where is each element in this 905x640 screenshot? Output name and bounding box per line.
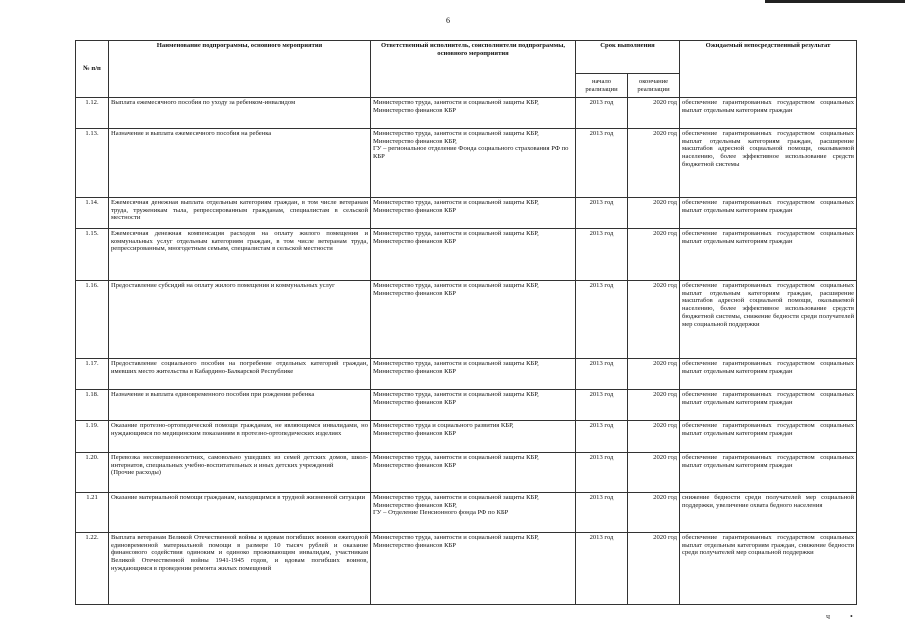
row-start-year: 2013 год: [576, 390, 628, 421]
row-executor: Министерство труда, занятости и социальной защиты КБР, Министерство финансов КБР: [371, 98, 576, 129]
row-name: Оказание материальной помощи гражданам, находящимся в трудной жизненной ситуации: [109, 493, 371, 533]
table-row: [76, 533, 857, 605]
row-result: обеспечение гарантированных государством социальных выплат отдельным категориям граждан, расширение масштабов адресной социальной помощи, оказываемой населению, более эффективное использование средств бюджетной системы: [680, 129, 857, 198]
row-result: обеспечение гарантированных государством социальных выплат отдельным категориям граждан, расширение масштабов адресной социальной помощи, оказываемой населению, более эффективное использование средств бюджетной системы, снижение бедности среди получателей мер социальной поддержки: [680, 281, 857, 359]
row-name: Предоставление субсидий на оплату жилого помещения и коммунальных услуг: [109, 281, 371, 359]
row-executor: Министерство труда, занятости и социальной защиты КБР, Министерство финансов КБР, ГУ – Отделение Пенсионного фонда РФ по КБР: [371, 493, 576, 533]
row-result: обеспечение гарантированных государством социальных выплат отдельным категориям граждан: [680, 390, 857, 421]
row-end-year: 2020 год: [628, 98, 680, 129]
row-start-year: 2013 год: [576, 421, 628, 453]
row-number: 1.17.: [76, 359, 109, 390]
row-end-year: 2020 год: [628, 421, 680, 453]
table-row: [76, 453, 857, 493]
row-result: обеспечение гарантированных государством социальных выплат отдельным категориям граждан: [680, 421, 857, 453]
table-row: [76, 229, 857, 281]
row-start-year: 2013 год: [576, 359, 628, 390]
row-end-year: 2020 год: [628, 359, 680, 390]
row-start-year: 2013 год: [576, 281, 628, 359]
row-start-year: 2013 год: [576, 453, 628, 493]
row-executor: Министерство труда, занятости и социальной защиты КБР, Министерство финансов КБР: [371, 453, 576, 493]
row-start-year: 2013 год: [576, 198, 628, 229]
header-name: Наименование подпрограммы, основного мероприятия: [109, 41, 371, 98]
row-result: обеспечение гарантированных государством социальных выплат отдельным категориям граждан, снижение бедности среди получателей мер социальной поддержки: [680, 533, 857, 605]
row-start-year: 2013 год: [576, 98, 628, 129]
row-number: 1.16.: [76, 281, 109, 359]
row-executor: Министерство труда, занятости и социальной защиты КБР, Министерство финансов КБР: [371, 229, 576, 281]
row-number: 1.20.: [76, 453, 109, 493]
row-number: 1.22.: [76, 533, 109, 605]
row-number: 1.13.: [76, 129, 109, 198]
header-start: начало реализации: [576, 74, 628, 98]
row-name: Оказание протезно-ортопедической помощи гражданам, не являющимся инвалидами, но нуждающимся по медицинским показаниям в протезно-ортопедических изделиях: [109, 421, 371, 453]
row-start-year: 2013 год: [576, 533, 628, 605]
row-number: 1.14.: [76, 198, 109, 229]
header-term: Срок выполнения: [576, 41, 680, 74]
header-executor: Ответственный исполнитель, соисполнители подпрограммы, основного мероприятия: [371, 41, 576, 98]
row-name: Ежемесячная денежная выплата отдельным категориям граждан, в том числе ветеранам труда, труженикам тыла, репрессированным гражданам, специалистам в сельской местности: [109, 198, 371, 229]
row-executor: Министерство труда и социального развития КБР, Министерство финансов КБР: [371, 421, 576, 453]
row-number: 1.19.: [76, 421, 109, 453]
row-number: 1.12.: [76, 98, 109, 129]
row-end-year: 2020 год: [628, 533, 680, 605]
table-row: [76, 390, 857, 421]
row-executor: Министерство труда, занятости и социальной защиты КБР, Министерство финансов КБР: [371, 533, 576, 605]
table-row: [76, 359, 857, 390]
header-num: № п/п: [76, 41, 109, 98]
table-row: [76, 493, 857, 533]
row-number: 1.21: [76, 493, 109, 533]
table-row: [76, 98, 857, 129]
row-end-year: 2020 год: [628, 198, 680, 229]
row-name: Предоставление социального пособия на погребение отдельных категорий граждан, имевших место жительства в Кабардино-Балкарской Республике: [109, 359, 371, 390]
program-table: [75, 40, 857, 605]
header-end: окончание реализации: [628, 74, 680, 98]
row-number: 1.18.: [76, 390, 109, 421]
scan-mark: ч: [826, 612, 831, 621]
row-start-year: 2013 год: [576, 229, 628, 281]
row-end-year: 2020 год: [628, 493, 680, 533]
scan-dot: •: [850, 612, 853, 621]
row-number: 1.15.: [76, 229, 109, 281]
row-executor: Министерство труда, занятости и социальной защиты КБР, Министерство финансов КБР: [371, 198, 576, 229]
row-result: снижение бедности среди получателей мер социальной поддержки, увеличение охвата бедного населения: [680, 493, 857, 533]
row-end-year: 2020 год: [628, 281, 680, 359]
table-row: [76, 281, 857, 359]
row-result: обеспечение гарантированных государством социальных выплат отдельным категориям граждан: [680, 198, 857, 229]
page-number: 6: [446, 16, 450, 25]
row-name: Ежемесячная денежная компенсация расходов на оплату жилого помещения и коммунальных услуг отдельным категориям граждан, в том числе ветеранам труда, репрессированным, многодетным семьям, специалистам в сельской местности: [109, 229, 371, 281]
row-executor: Министерство труда, занятости и социальной защиты КБР, Министерство финансов КБР: [371, 281, 576, 359]
row-executor: Министерство труда, занятости и социальной защиты КБР, Министерство финансов КБР, ГУ – региональное отделение Фонда социального страхования РФ по КБР: [371, 129, 576, 198]
row-result: обеспечение гарантированных государством социальных выплат отдельным категориям граждан: [680, 229, 857, 281]
row-result: обеспечение гарантированных государством социальных выплат отдельным категориям граждан: [680, 98, 857, 129]
row-end-year: 2020 год: [628, 453, 680, 493]
row-name: Назначение и выплата единовременного пособия при рождении ребенка: [109, 390, 371, 421]
row-executor: Министерство труда, занятости и социальной защиты КБР, Министерство финансов КБР: [371, 359, 576, 390]
table-row: [76, 421, 857, 453]
row-start-year: 2013 год: [576, 493, 628, 533]
row-name: Выплата ежемесячного пособия по уходу за ребенком-инвалидом: [109, 98, 371, 129]
row-end-year: 2020 год: [628, 390, 680, 421]
table-row: [76, 198, 857, 229]
scan-edge-mark: [765, 0, 905, 3]
row-name: Перевозка несовершеннолетних, самовольно ушедших из семей детских домов, школ-интернатов, специальных учебно-воспитательных и иных детских учреждений (Прочие расходы): [109, 453, 371, 493]
row-end-year: 2020 год: [628, 129, 680, 198]
row-start-year: 2013 год: [576, 129, 628, 198]
row-result: обеспечение гарантированных государством социальных выплат отдельным категориям граждан: [680, 453, 857, 493]
table-row: [76, 129, 857, 198]
row-name: Назначение и выплата ежемесячного пособия на ребенка: [109, 129, 371, 198]
header-result: Ожидаемый непосредственный результат: [680, 41, 857, 98]
row-end-year: 2020 год: [628, 229, 680, 281]
row-result: обеспечение гарантированных государством социальных выплат отдельным категориям граждан: [680, 359, 857, 390]
row-executor: Министерство труда, занятости и социальной защиты КБР, Министерство финансов КБР: [371, 390, 576, 421]
row-name: Выплата ветеранам Великой Отечественной войны и вдовам погибших воинов ежегодной единовременной материальной помощи в размере 10 тысяч рублей и оказание финансового содействия одиноким и одиноко проживающим инвалидам, участникам Великой Отечественной войны 1941-1945 годов, и вдовам погибших воинов, нуждающимся в проведении ремонта жилых помещений: [109, 533, 371, 605]
